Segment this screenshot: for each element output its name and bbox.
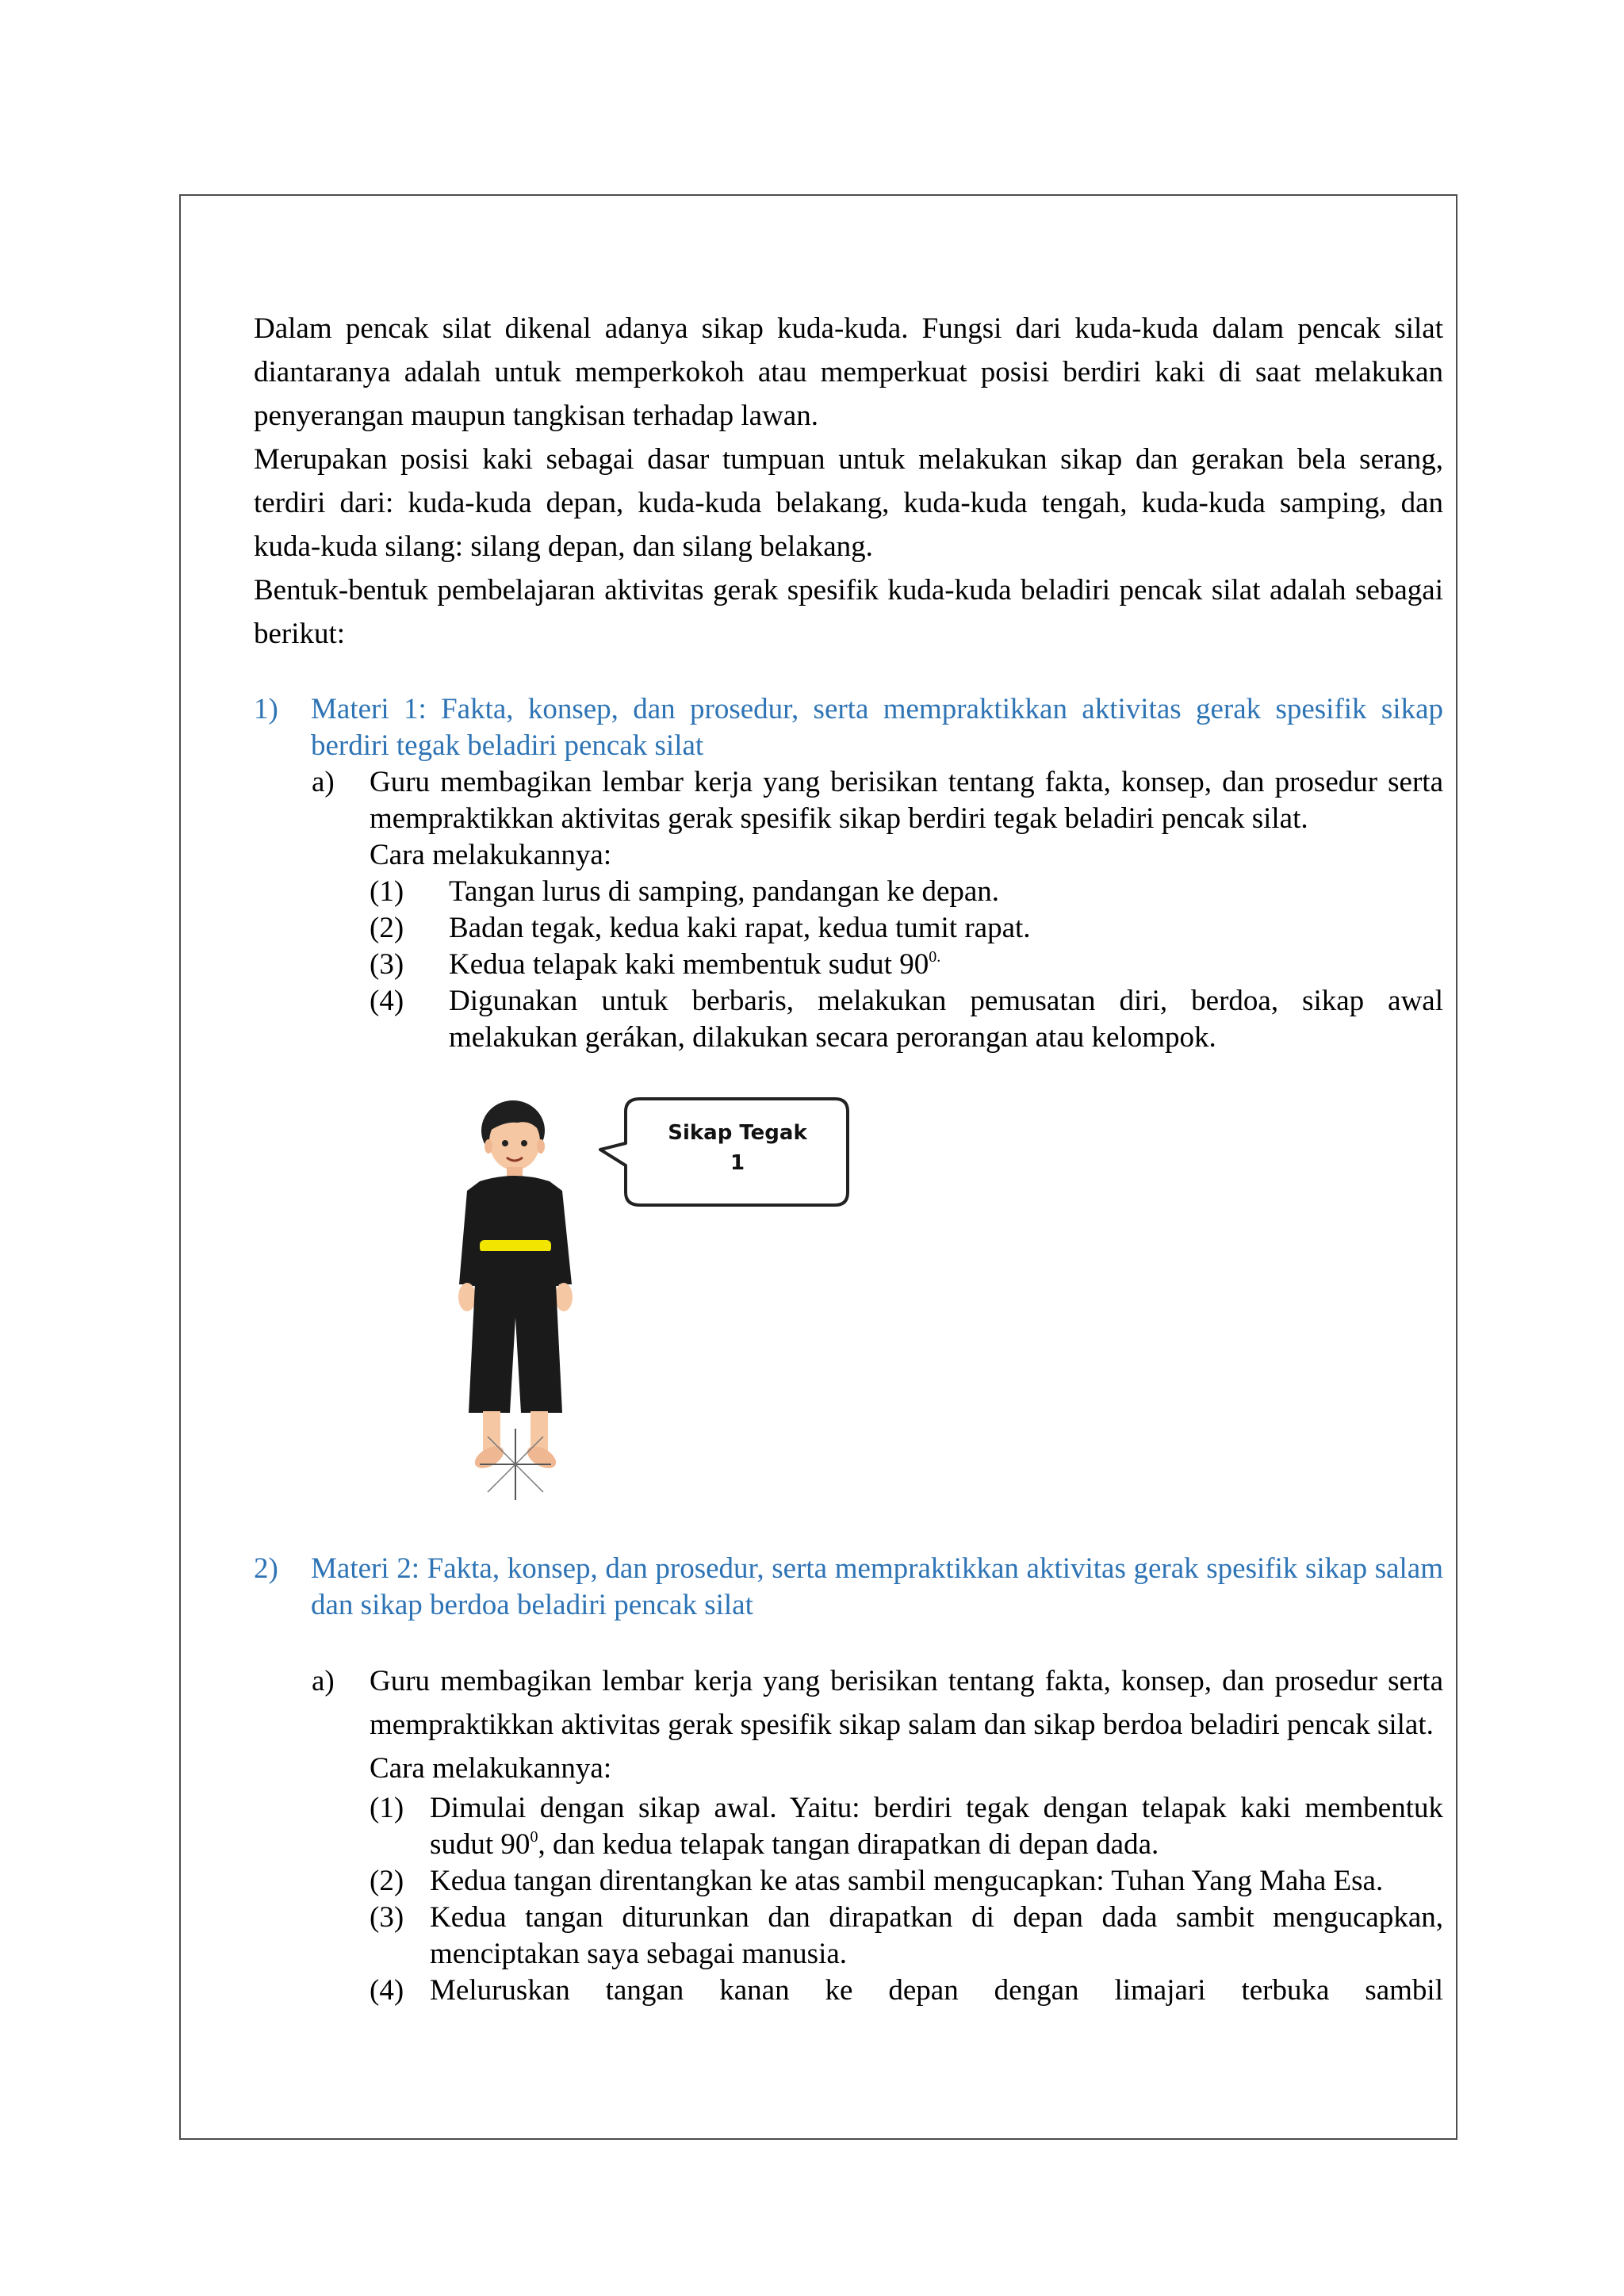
- materi-2-item-text: Guru membagikan lembar kerja yang berisikan tentang fakta, konsep, dan prosedur serta mempraktikkan aktivitas gerak spesifik sikap salam dan sikap berdoa beladiri pencak silat.: [370, 1665, 1443, 1741]
- right-hand: [555, 1283, 573, 1311]
- materi-1-item-a: [254, 764, 1443, 837]
- materi-1-number: 1): [254, 693, 278, 725]
- step-number: (2): [370, 1865, 404, 1897]
- materi-1-cara-label: Cara melakukannya:: [370, 839, 612, 871]
- right-leg: [530, 1411, 548, 1451]
- bubble-line-1: Sikap Tegak: [668, 1121, 807, 1145]
- step-text: Digunakan untuk berbaris, melakukan pemusatan diri, berdoa, sikap awal melakukan gerákan, dilakukan secara perorangan atau kelompok.: [449, 985, 1443, 1054]
- materi-2-number: 2): [254, 1552, 278, 1585]
- materi-2-item-a: [254, 1659, 1443, 1747]
- speech-bubble-text: [630, 1118, 845, 1178]
- step-text: Dimulai dengan sikap awal. Yaitu: berdiri tegak dengan telapak kaki membentuk sudut 90: [430, 1792, 1443, 1861]
- intro-paragraph-3: Bentuk-bentuk pembelajaran aktivitas gerak spesifik kuda-kuda beladiri pencak silat adalah sebagai berikut:: [254, 574, 1443, 650]
- step-number: (3): [370, 1901, 404, 1934]
- materi-1-step-4: [254, 983, 1443, 1056]
- step-number: (4): [370, 1974, 404, 2007]
- left-hand: [458, 1283, 476, 1311]
- materi-1-title: Materi 1: Fakta, konsep, dan prosedur, serta mempraktikkan aktivitas gerak spesifik sikap berdiri tegak beladiri pencak silat: [311, 693, 1443, 762]
- step-number: (1): [370, 1792, 404, 1824]
- left-leg: [483, 1411, 500, 1451]
- degree-superscript: 0.: [929, 947, 941, 966]
- materi-2-heading: [254, 1551, 1443, 1624]
- step-text: Kedua telapak kaki membentuk sudut 90: [449, 948, 929, 981]
- page-content: [254, 307, 1443, 2009]
- materi-2-cara-label: Cara melakukannya:: [370, 1752, 612, 1785]
- materi-1-step-1: [254, 874, 1443, 910]
- materi-1-heading: [254, 691, 1443, 764]
- left-ear: [485, 1139, 492, 1154]
- bubble-line-2: 1: [730, 1151, 745, 1175]
- materi-1-step-2: [254, 910, 1443, 947]
- step-text: Kedua tangan direntangkan ke atas sambil mengucapkan: Tuhan Yang Maha Esa.: [430, 1865, 1384, 1897]
- step-text: Badan tegak, kedua kaki rapat, kedua tumit rapat.: [449, 912, 1031, 944]
- materi-1-item-text: Guru membagikan lembar kerja yang berisikan tentang fakta, konsep, dan prosedur serta mempraktikkan aktivitas gerak spesifik sikap berdiri tegak beladiri pencak silat.: [370, 766, 1443, 835]
- right-eye: [521, 1140, 527, 1146]
- materi-1-step-3: [254, 947, 1443, 983]
- left-eye: [502, 1140, 508, 1146]
- page-frame: [179, 194, 1457, 2140]
- yellow-belt: [480, 1240, 551, 1253]
- materi-2-step-4: [254, 1973, 1443, 2009]
- materi-2-step-1: [254, 1790, 1443, 1863]
- materi-2-item-letter: a): [312, 1665, 335, 1697]
- materi-2-step-3: [254, 1900, 1443, 1973]
- materi-2-title: Materi 2: Fakta, konsep, dan prosedur, serta mempraktikkan aktivitas gerak spesifik sikap salam dan sikap berdoa beladiri pencak silat: [311, 1552, 1443, 1621]
- right-ear: [537, 1139, 545, 1154]
- step-text: Kedua tangan diturunkan dan dirapatkan di depan dada sambit mengucapkan, menciptakan saya sebagai manusia.: [430, 1901, 1443, 1970]
- uniform-trousers: [469, 1251, 562, 1413]
- step-number: (3): [370, 948, 404, 981]
- materi-2-step-2: [254, 1863, 1443, 1900]
- degree-superscript: 0: [530, 1827, 538, 1846]
- step-number: (2): [370, 912, 404, 944]
- sikap-tegak-illustration: [456, 1088, 852, 1500]
- step-number: (4): [370, 985, 404, 1017]
- step-text: Tangan lurus di samping, pandangan ke depan.: [449, 875, 1000, 908]
- intro-paragraph-1: Dalam pencak silat dikenal adanya sikap kuda-kuda. Fungsi dari kuda-kuda dalam pencak silat diantaranya adalah untuk memperkokoh atau memperkuat posisi berdiri kaki di saat melakukan penyerangan maupun tangkisan terhadap lawan.: [254, 312, 1443, 432]
- step-text: Meluruskan tangan kanan ke depan dengan limajari terbuka sambil: [430, 1974, 1443, 2007]
- step-text-continued: , dan kedua telapak tangan dirapatkan di depan dada.: [538, 1828, 1159, 1861]
- step-number: (1): [370, 875, 404, 908]
- materi-1-item-letter: a): [312, 766, 335, 798]
- intro-paragraph-2: Merupakan posisi kaki sebagai dasar tumpuan untuk melakukan sikap dan gerakan bela serang, terdiri dari: kuda-kuda depan, kuda-kuda belakang, kuda-kuda tengah, kuda-kuda samping, dan kuda-kuda silang: silang depan, dan silang belakang.: [254, 443, 1443, 563]
